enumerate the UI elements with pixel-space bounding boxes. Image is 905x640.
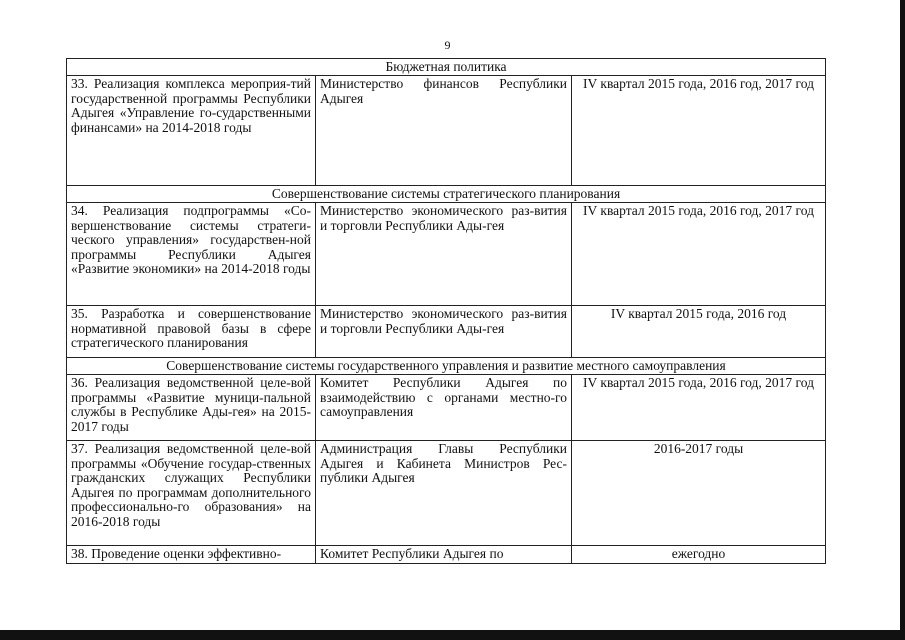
deadline-cell: IV квартал 2015 года, 2016 год, 2017 год [572,76,826,186]
table-row [67,76,826,186]
responsible-cell: Администрация Главы Республики Адыгея и Кабинета Министров Рес-публики Адыгея [316,441,572,546]
deadline-cell: IV квартал 2015 года, 2016 год [572,306,826,358]
activity-cell: 35. Разработка и совершенствование нормативной правовой базы в сфере стратегического планирования [67,306,316,358]
table-row [67,546,826,564]
responsible-cell: Министерство финансов Республики Адыгея [316,76,572,186]
activity-cell: 34. Реализация подпрограммы «Со-вершенствование системы стратеги-ческого управления» государствен-ной программы Республики Адыгея «Развитие экономики» на 2014-2018 годы [67,203,316,306]
scan-edge-bottom [0,630,905,640]
deadline-cell: IV квартал 2015 года, 2016 год, 2017 год [572,203,826,306]
table-row [67,203,826,306]
section-title: Совершенствование системы государственного управления и развитие местного самоуправления [67,358,826,375]
section-title: Совершенствование системы стратегического планирования [67,186,826,203]
table-row [67,306,826,358]
table-row [67,375,826,441]
section-title: Бюджетная политика [67,59,826,76]
deadline-cell: IV квартал 2015 года, 2016 год, 2017 год [572,375,826,441]
section-row [67,59,826,76]
responsible-cell: Министерство экономического раз-вития и торговли Республики Ады-гея [316,306,572,358]
activity-cell: 37. Реализация ведомственной целе-вой программы «Обучение государ-ственных гражданских служащих Республики Адыгея по программам дополнительного профессионально-го образования» на 2016-2018 годы [67,441,316,546]
activity-cell: 33. Реализация комплекса мероприя-тий государственной программы Республики Адыгея «Управление го-сударственными финансами» на 2014-2018 годы [67,76,316,186]
responsible-cell: Комитет Республики Адыгея по взаимодействию с органами местно-го самоуправления [316,375,572,441]
activity-cell: 38. Проведение оценки эффективно- [67,546,316,564]
deadline-cell: 2016-2017 годы [572,441,826,546]
table-row [67,441,826,546]
page-number: 9 [444,38,451,52]
section-row [67,358,826,375]
scan-edge-right [900,0,905,640]
activity-cell: 36. Реализация ведомственной целе-вой программы «Развитие муници-пальной службы в Республике Ады-гея» на 2015-2017 годы [67,375,316,441]
plan-table [66,58,826,564]
deadline-cell: ежегодно [572,546,826,564]
responsible-cell: Министерство экономического раз-вития и торговли Республики Ады-гея [316,203,572,306]
responsible-cell: Комитет Республики Адыгея по [316,546,572,564]
section-row [67,186,826,203]
